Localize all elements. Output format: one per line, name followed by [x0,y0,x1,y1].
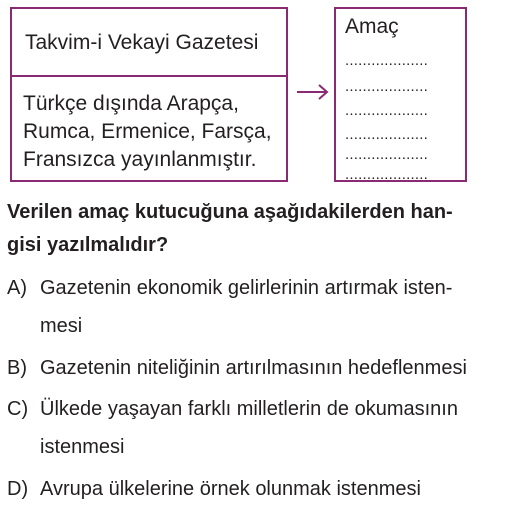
purpose-title: Amaç [345,15,399,38]
option-text: Ülkede yaşayan farklı milletlerin de okumasının [40,398,458,420]
info-line: Fransızca yayınlanmıştır. [23,148,257,171]
dotted-line: ................... [345,166,428,183]
dotted-line: ................... [345,78,428,95]
option-c-continuation: istenmesi [40,436,125,458]
dotted-line: ................... [345,52,428,69]
option-text: Gazetenin niteliğinin artırılmasının hedeflenmesi [40,357,467,379]
right-arrow-icon [296,82,330,102]
info-line: Türkçe dışında Arapça, [23,92,239,115]
option-a[interactable] [7,269,452,307]
info-description [12,77,286,180]
question-line: gisi yazılmalıdır? [7,234,169,256]
dotted-line: ................... [345,102,428,119]
info-line: Rumca, Ermenice, Farsça, [23,120,272,143]
dotted-line: ................... [345,146,428,163]
question-text [7,196,519,262]
newspaper-title: Takvim-i Vekayi Gazetesi [12,9,286,77]
option-text: Avrupa ülkelerine örnek olunmak istenmesi [40,478,421,500]
info-box [10,7,288,182]
option-b[interactable] [7,349,467,387]
purpose-box [334,7,467,182]
option-a-continuation: mesi [40,315,83,337]
option-letter: D) [7,478,29,500]
dotted-line: ................... [345,126,428,143]
option-letter: C) [7,398,29,420]
option-letter: A) [7,277,27,299]
option-c[interactable] [7,390,458,428]
option-letter: B) [7,357,27,379]
option-d[interactable] [7,470,421,508]
option-text: Gazetenin ekonomik gelirlerinin artırmak isten- [40,277,453,299]
question-line: Verilen amaç kutucuğuna aşağıdakilerden han- [7,201,453,223]
